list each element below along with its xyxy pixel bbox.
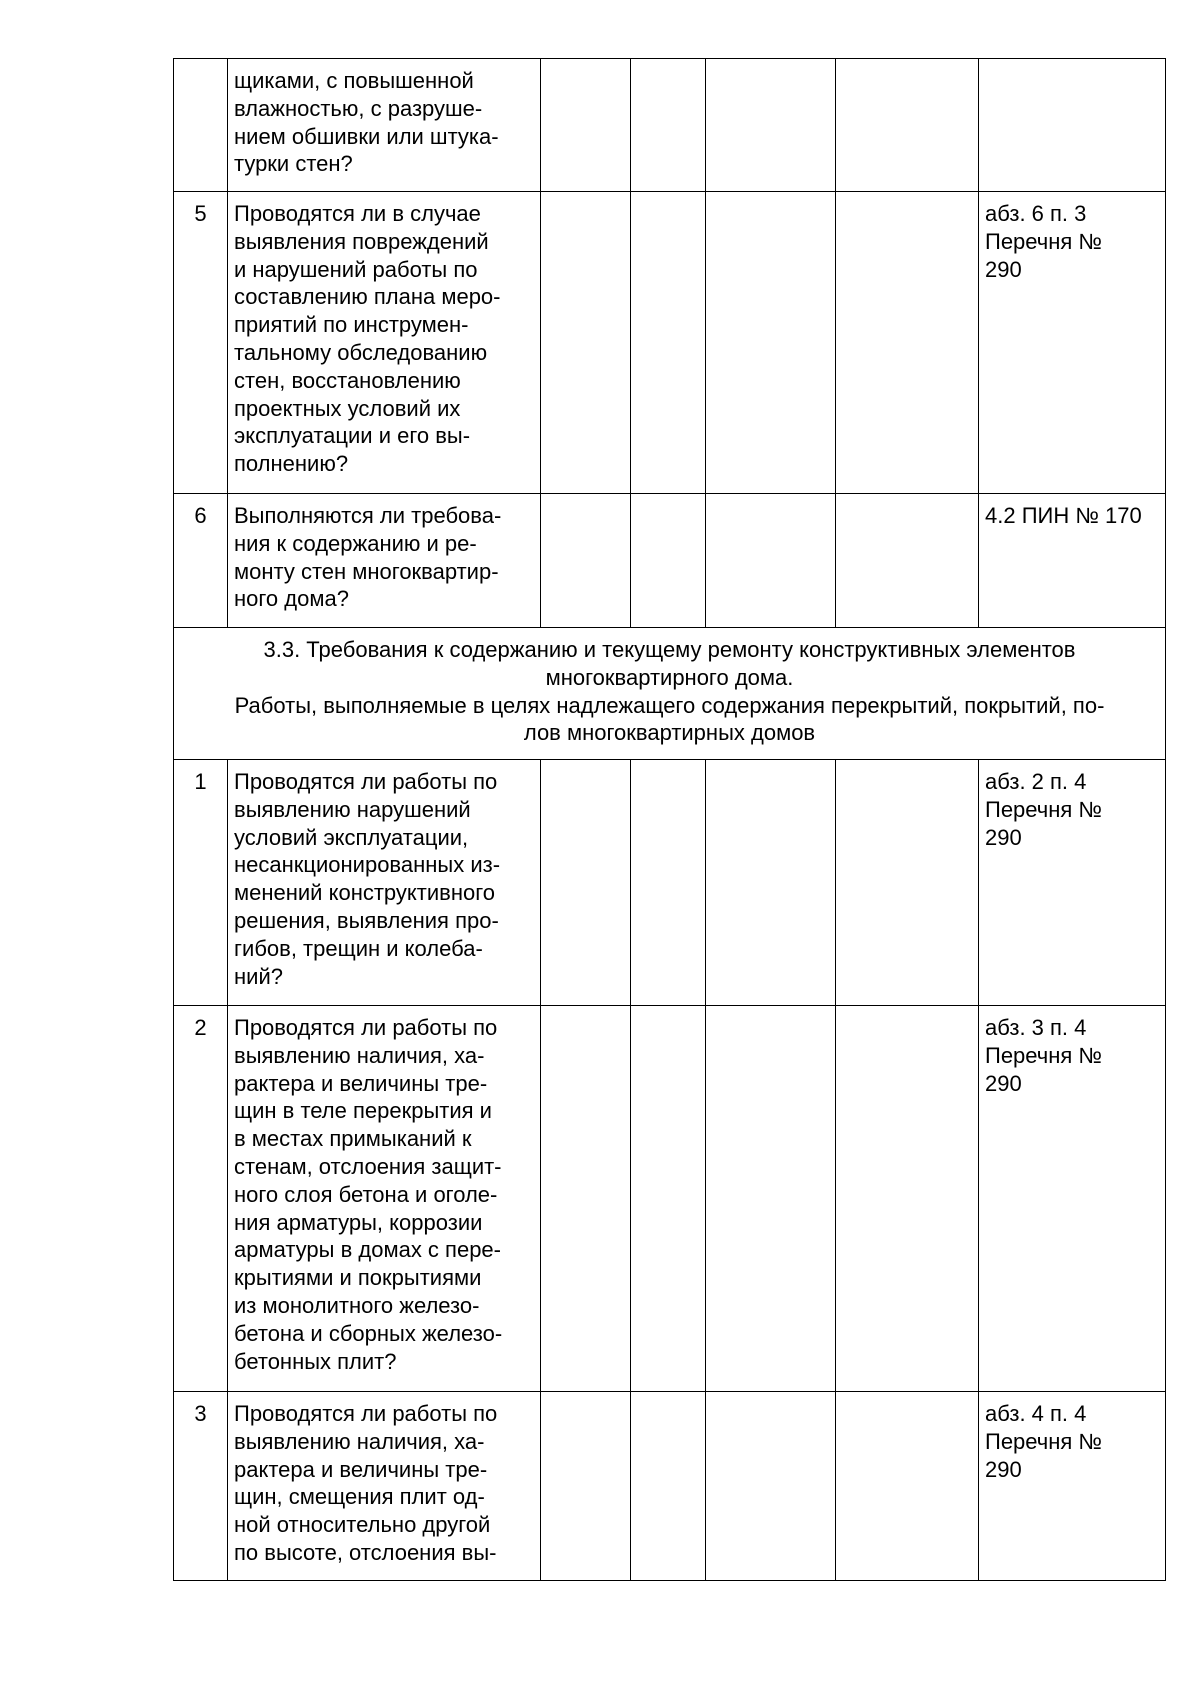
- legal-reference: 4.2 ПИН № 170: [979, 494, 1166, 628]
- answer-na-cell: [706, 59, 836, 192]
- note-cell: [836, 59, 979, 192]
- note-cell: [836, 494, 979, 628]
- row-number: 6: [174, 494, 228, 628]
- legal-reference: абз. 6 п. 3 Перечня № 290: [979, 192, 1166, 494]
- row-number: 2: [174, 1006, 228, 1392]
- section-heading-row: [174, 628, 1166, 760]
- question-text: Проводятся ли работы по выявлению наличия, ха- рактера и величины тре- щин в теле перекрытия и в местах примыканий к стенам, отслоения защит- ного слоя бетона и оголе- ния арматуры, коррозии арматуры в домах с пере- крытиями и покрытиями из монолитного железо- бетона и сборных железо- бетонных плит?: [228, 1006, 541, 1392]
- question-text: Выполняются ли требова- ния к содержанию и ре- монту стен многоквартир- ного дома?: [228, 494, 541, 628]
- answer-na-cell: [706, 760, 836, 1006]
- answer-no-cell: [631, 192, 706, 494]
- note-cell: [836, 1006, 979, 1392]
- answer-yes-cell: [541, 59, 631, 192]
- row-number: [174, 59, 228, 192]
- table-row: [174, 1006, 1166, 1392]
- answer-no-cell: [631, 1392, 706, 1581]
- question-text: щиками, с повышенной влажностью, с разруше- нием обшивки или штука- турки стен?: [228, 59, 541, 192]
- row-number: 3: [174, 1392, 228, 1581]
- question-text: Проводятся ли работы по выявлению нарушений условий эксплуатации, несанкционированных из- менений конструктивного решения, выявления про- гибов, трещин и колеба- ний?: [228, 760, 541, 1006]
- section-heading: 3.3. Требования к содержанию и текущему ремонту конструктивных элементов многоквартирного дома. Работы, выполняемые в целях надлежащего содержания перекрытий, покрытий, по- лов многоквартирных домов: [174, 628, 1166, 760]
- note-cell: [836, 192, 979, 494]
- row-number: 5: [174, 192, 228, 494]
- answer-yes-cell: [541, 1006, 631, 1392]
- legal-reference: [979, 59, 1166, 192]
- legal-reference: абз. 4 п. 4 Перечня № 290: [979, 1392, 1166, 1581]
- note-cell: [836, 760, 979, 1006]
- question-text: Проводятся ли в случае выявления повреждений и нарушений работы по составлению плана меро- приятий по инструмен- тальному обследованию стен, восстановлению проектных условий их эксплуатации и его вы- полнению?: [228, 192, 541, 494]
- legal-reference: абз. 3 п. 4 Перечня № 290: [979, 1006, 1166, 1392]
- table-row: [174, 192, 1166, 494]
- table-row: [174, 494, 1166, 628]
- answer-no-cell: [631, 760, 706, 1006]
- note-cell: [836, 1392, 979, 1581]
- row-number: 1: [174, 760, 228, 1006]
- answer-na-cell: [706, 494, 836, 628]
- question-text: Проводятся ли работы по выявлению наличия, ха- рактера и величины тре- щин, смещения плит од- ной относительно другой по высоте, отслоения вы-: [228, 1392, 541, 1581]
- answer-yes-cell: [541, 494, 631, 628]
- table-row: [174, 760, 1166, 1006]
- answer-na-cell: [706, 192, 836, 494]
- table-row: [174, 59, 1166, 192]
- answer-yes-cell: [541, 1392, 631, 1581]
- answer-no-cell: [631, 59, 706, 192]
- legal-reference: абз. 2 п. 4 Перечня № 290: [979, 760, 1166, 1006]
- answer-na-cell: [706, 1006, 836, 1392]
- answer-yes-cell: [541, 760, 631, 1006]
- table-row: [174, 1392, 1166, 1581]
- answer-no-cell: [631, 494, 706, 628]
- answer-no-cell: [631, 1006, 706, 1392]
- checklist-table: [173, 58, 1166, 1581]
- answer-na-cell: [706, 1392, 836, 1581]
- answer-yes-cell: [541, 192, 631, 494]
